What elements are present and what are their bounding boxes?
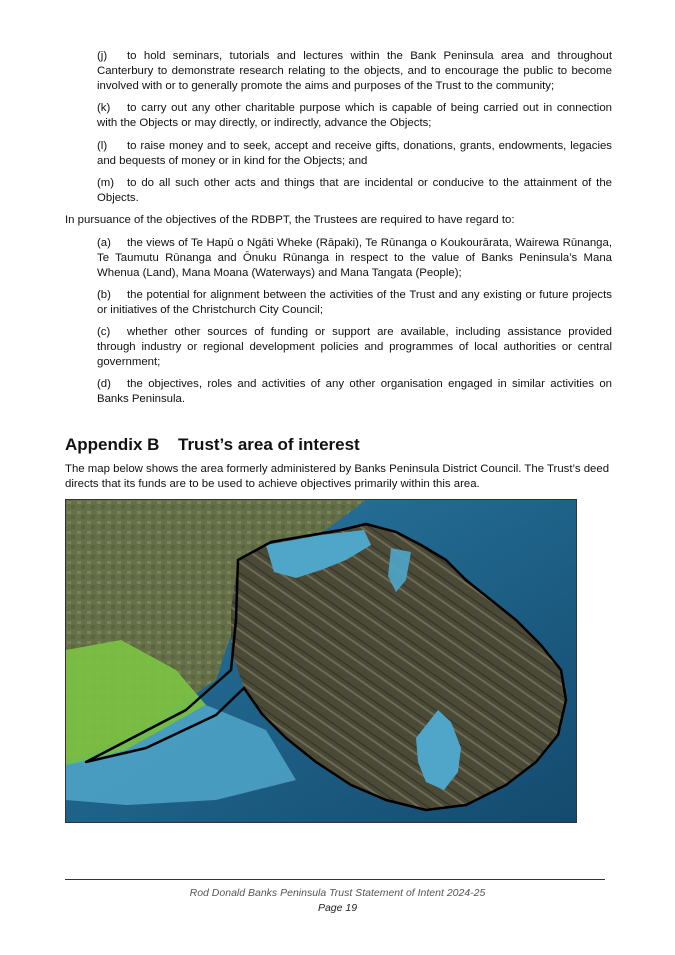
item-text: the potential for alignment between the activities of the Trust and any existing or future projects or initiatives of the Christchurch City Council; (97, 289, 612, 317)
object-item-j (97, 49, 612, 95)
item-text: the views of Te Hapū o Ngāti Wheke (Rāpaki), Te Rūnanga o Koukourārata, Wairewa Rūnanga, Te Taumutu Rūnanga and Ōnuku Rūnanga in respect to the value of Banks Peninsula’s Mana Whenua (Land), Mana Moana (Waterways) and Mana Tangata (People); (97, 237, 612, 280)
object-item-m (97, 176, 612, 206)
regard-item-a (97, 236, 612, 282)
regard-item-b (97, 288, 612, 318)
item-text: to do all such other acts and things that are incidental or conducive to the attainment of the Objects. (97, 177, 612, 205)
object-item-l (97, 139, 612, 169)
item-text: whether other sources of funding or support are available, including assistance provided through industry or regional development policies and programmes of local authorities or central government; (97, 326, 612, 369)
page-number: Page 19 (317, 902, 358, 914)
map-graphic (66, 500, 576, 822)
item-label: (c) (97, 326, 111, 338)
map-description: The map below shows the area formerly administered by Banks Peninsula District Council. The Trust’s deed directs that its funds are to be used to achieve objectives primarily within this area. (65, 463, 610, 491)
item-label: (k) (97, 102, 111, 114)
item-text: to carry out any other charitable purpose which is capable of being carried out in connection with the Objects or may directly, or indirectly, advance the Objects; (97, 102, 612, 130)
item-label: (m) (97, 177, 115, 189)
regard-item-c (97, 325, 612, 371)
object-item-k (97, 101, 612, 131)
appendix-title: Trust’s area of interest (178, 435, 360, 454)
appendix-number: Appendix B (65, 435, 160, 454)
regard-intro: In pursuance of the objectives of the RDBPT, the Trustees are required to have regard to: (65, 214, 515, 226)
footer-title: Rod Donald Banks Peninsula Trust Statement of Intent 2024-25 (189, 887, 486, 899)
item-text: the objectives, roles and activities of any other organisation engaged in similar activities on Banks Peninsula. (97, 378, 612, 406)
item-label: (b) (97, 289, 111, 301)
appendix-heading (65, 435, 360, 455)
item-label: (j) (97, 50, 108, 62)
regard-item-d (97, 377, 612, 407)
item-text: to hold seminars, tutorials and lectures within the Bank Peninsula area and throughout Canterbury to demonstrate research relating to the objects, and to encourage the public to become involved with or to generally promote the aims and purposes of the Trust to the community; (97, 50, 612, 93)
item-label: (d) (97, 378, 111, 390)
item-label: (l) (97, 140, 108, 152)
item-text: to raise money and to seek, accept and receive gifts, donations, grants, endowments, legacies and bequests of money or in kind for the Objects; and (97, 140, 612, 168)
banks-peninsula-map (65, 499, 577, 823)
item-label: (a) (97, 237, 111, 249)
footer-divider (65, 879, 605, 880)
